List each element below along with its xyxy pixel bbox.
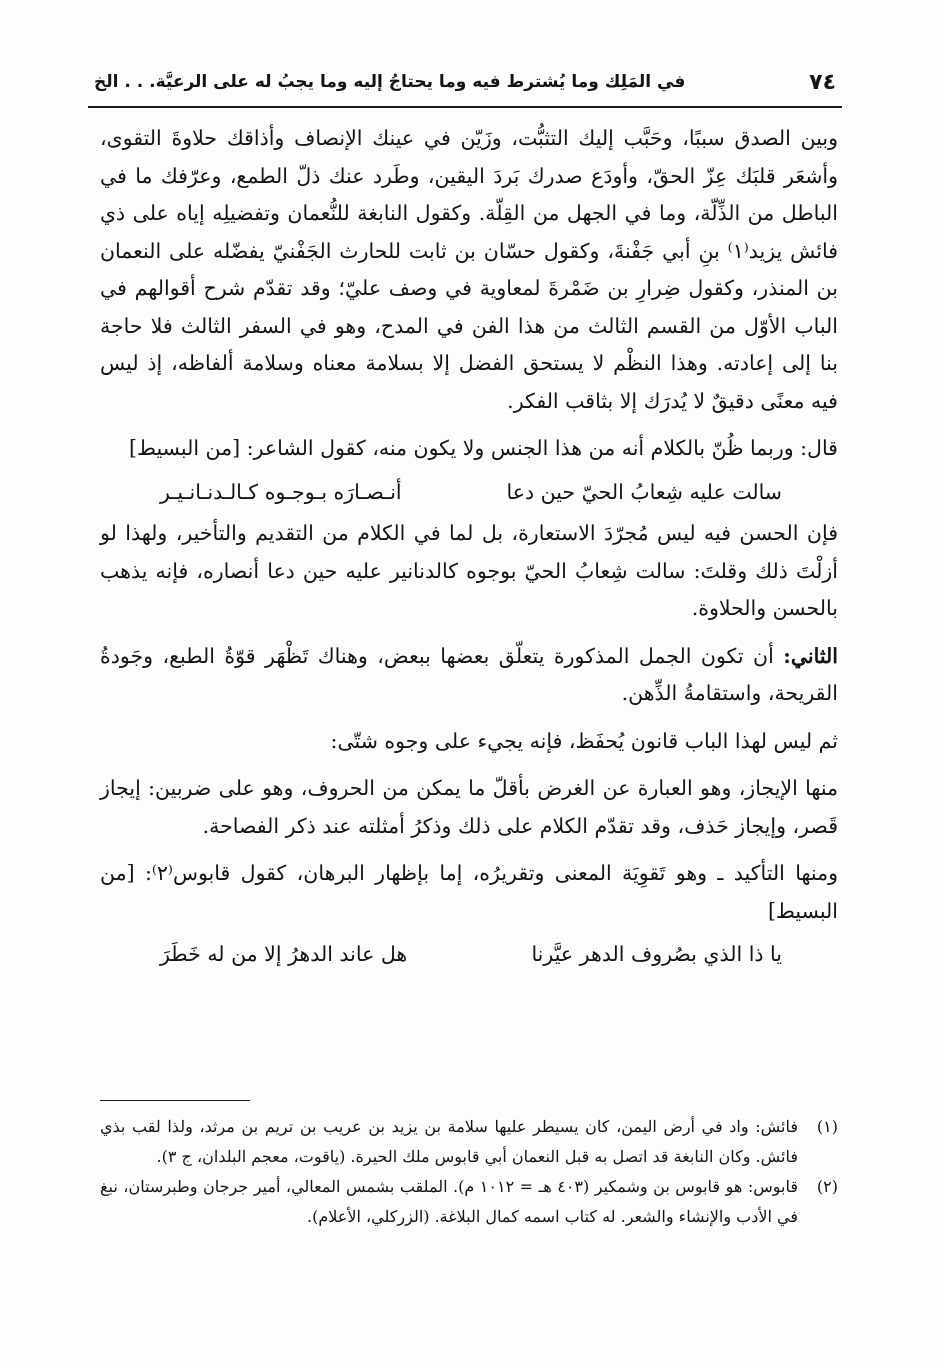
- footnote-divider: [100, 1100, 250, 1101]
- verse-2-hemistich-1: يا ذا الذي بصُروف الدهر عيَّرنا: [531, 942, 782, 966]
- page-header: [88, 66, 842, 108]
- paragraph-1: وبين الصدق سببًا، وحَبَّب إليك التثبُّت، وزَيّن في عينك الإنصاف وأذاقك حلاوةَ التقوى، وأشعَر قلبَك عِزّ الحقّ، وأودَع صدرك بَردَ اليقين، وطَرد عنك ذلّ الطمع، وعرّفك ما في الباطل من الذِّلّة، وما في الجهل من القِلّة. وكقول النابغة للنُّعمان وتفضيلِه إياه على ذي فائش يزيد⁽١⁾ بنِ أبي جَفْنةَ، وكقول حسّان بن ثابت للحارث الجَفْنيّ يفضّله على النعمان بن المنذر، وكقول ضِرارِ بن ضَمْرةَ لمعاوية في وصف عليّ؛ وقد تقدّم شرح أقوالهم في الباب الأوّل من القسم الثالث من هذا الفن في المدح، وهو في السفر الثالث فلا حاجة بنا إلى إعادته. وهذا النظْم لا يستحق الفضل إلا بسلامة معناه وسلامة ألفاظه، إذ ليس فيه معنًى دقيقٌ لا يُدرَك إلا بثاقب الفكر.: [100, 126, 838, 413]
- paragraph-2: قال: وربما ظُنّ بالكلام أنه من هذا الجنس ولا يكون منه، كقول الشاعر: [من البسيط]: [128, 436, 838, 460]
- running-title: في المَلِك وما يُشترط فيه وما يحتاجُ إليه وما يجبُ له على الرعيَّة. . . الخ: [94, 72, 686, 92]
- verse-2-hemistich-2: هل عاند الدهرُ إلا من له خَطَرَ: [160, 942, 408, 966]
- paragraph-4: [100, 638, 838, 713]
- footnote-1: [100, 1112, 838, 1172]
- footnote-2-text: قابوس: هو قابوس بن وشمكير (٤٠٣ هـ = ١٠١٢ م). الملقب بشمس المعالي، أمير جرجان وطبرستان، نبغ في الأدب والإنشاء والشعر. له كتاب اسمه كمال البلاغة. (الزركلي، الأعلام).: [100, 1177, 798, 1226]
- footnotes: [100, 1100, 838, 1232]
- page-number: ٧٤: [809, 70, 836, 95]
- footnote-list: [100, 1100, 838, 1232]
- paragraph-6: منها الإيجاز، وهو العبارة عن الغرض بأقلّ ما يمكن من الحروف، وهو على ضربين: إيجاز قَصر، وإيجاز حَذف، وقد تقدّم الكلام على ذلك وذكرُ أمثلته عند ذكر الفصاحة.: [100, 776, 838, 838]
- verse-1-hemistich-1: سالت عليه شِعابُ الحيّ حين دعا: [506, 479, 782, 504]
- verse-2: [100, 936, 838, 974]
- footnote-2: [100, 1172, 838, 1232]
- footnote-2-number: (٢): [816, 1177, 838, 1196]
- footnote-1-number: (١): [816, 1117, 838, 1136]
- paragraph-4-label: الثاني:: [783, 643, 838, 668]
- paragraph-3: فإن الحسن فيه ليس مُجرّدَ الاستعارة، بل لما في الكلام من التقديم والتأخير، ولهذا لو أزلْتَ ذلك وقلتَ: سالت شِعابُ الحيّ بوجوه كالدنانير عليه حين دعا أنصاره، فإنه يذهب بالحسن والحلاوة.: [100, 521, 838, 620]
- paragraph-4-text: أن تكون الجمل المذكورة يتعلّق بعضها ببعض، وهناك تَظْهَر قوّةُ الطبع، وجَودةُ القريحة، واستقامةُ الذِّهن.: [100, 643, 838, 705]
- paragraph-7: ومنها التأكيد ـ وهو تَقوِيَة المعنى وتقريرُه، إما بإظهار البرهان، كقول قابوس⁽٢⁾: [من البسيط]: [100, 861, 838, 923]
- main-text: [100, 120, 838, 978]
- verse-1: [100, 474, 838, 512]
- footnote-1-text: فائش: واد في أرض اليمن، كان يسيطر عليها سلامة بن يزيد بن عريب بن تريم بن مرثد، ولذا لقب بذي فائش. وكان النابغة قد اتصل به قبل النعمان أبي قابوس ملك الحيرة. (ياقوت، معجم البلدان، ج ٣).: [100, 1117, 798, 1166]
- paragraph-5: ثم ليس لهذا الباب قانون يُحفَظ، فإنه يجيء على وجوه شتّى:: [330, 728, 838, 753]
- verse-1-hemistich-2: أنـصـارَه بـوجـوه كـالـدنـانـيـر: [160, 479, 402, 504]
